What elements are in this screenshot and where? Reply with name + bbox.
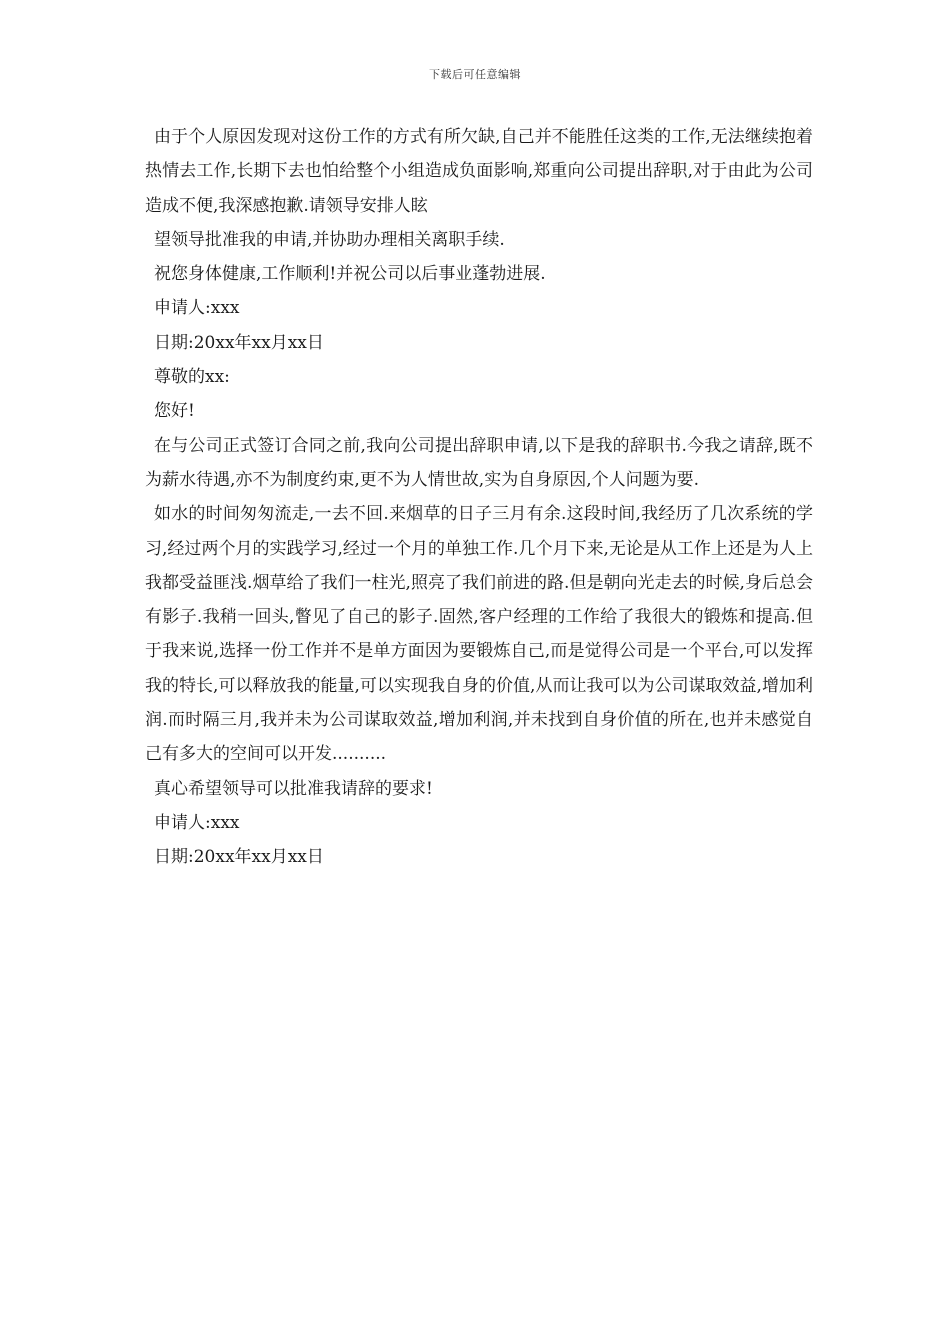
date-line-2: 日期:20xx年xx月xx日 [154,847,324,868]
page-header: 下载后可任意编辑 [429,68,521,81]
applicant-line-2: 申请人:xxx [154,812,240,833]
document-body [145,120,813,875]
paragraph-intro: 在与公司正式签订合同之前,我向公司提出辞职申请,以下是我的辞职书.今我之请辞,既不为薪水待遇,亦不为制度约束,更不为人情世故,实为自身原因,个人问题为要. [145,435,813,490]
salutation: 尊敬的xx: [154,367,230,388]
paragraph-closing: 真心希望领导可以批准我请辞的要求! [154,778,433,799]
applicant-line: 申请人:xxx [154,298,240,319]
paragraph-wishes: 祝您身体健康,工作顺利!并祝公司以后事业蓬勃进展. [154,264,546,285]
paragraph-main: 如水的时间匆匆流走,一去不回.来烟草的日子三月有余.这段时间,我经历了几次系统的学习,经过两个月的实践学习,经过一个月的单独工作.几个月下来,无论是从工作上还是为人上我都受益匪浅.烟草给了我们一柱光,照亮了我们前进的路.但是朝向光走去的时候,身后总会有影子.我稍一回头,瞥见了自己的影子.固然,客户经理的工作给了我很大的锻炼和提高.但于我来说,选择一份工作并不是单方面因为要锻炼自己,而是觉得公司是一个平台,可以发挥我的特长,可以释放我的能量,可以实现我自身的价值,从而让我可以为公司谋取效益,增加利润.而时隔三月,我并未为公司谋取效益,增加利润,并未找到自身价值的所在,也并未感觉自己有多大的空间可以开发.......... [145,504,813,765]
greeting: 您好! [154,401,195,422]
paragraph-resignation-reason: 由于个人原因发现对这份工作的方式有所欠缺,自己并不能胜任这类的工作,无法继续抱着热情去工作,长期下去也怕给整个小组造成负面影响,郑重向公司提出辞职,对于由此为公司造成不便,我深感抱歉.请领导安排人眩 [145,127,813,216]
paragraph-approval-request: 望领导批准我的申请,并协助办理相关离职手续. [154,229,505,250]
date-line: 日期:20xx年xx月xx日 [154,332,324,353]
